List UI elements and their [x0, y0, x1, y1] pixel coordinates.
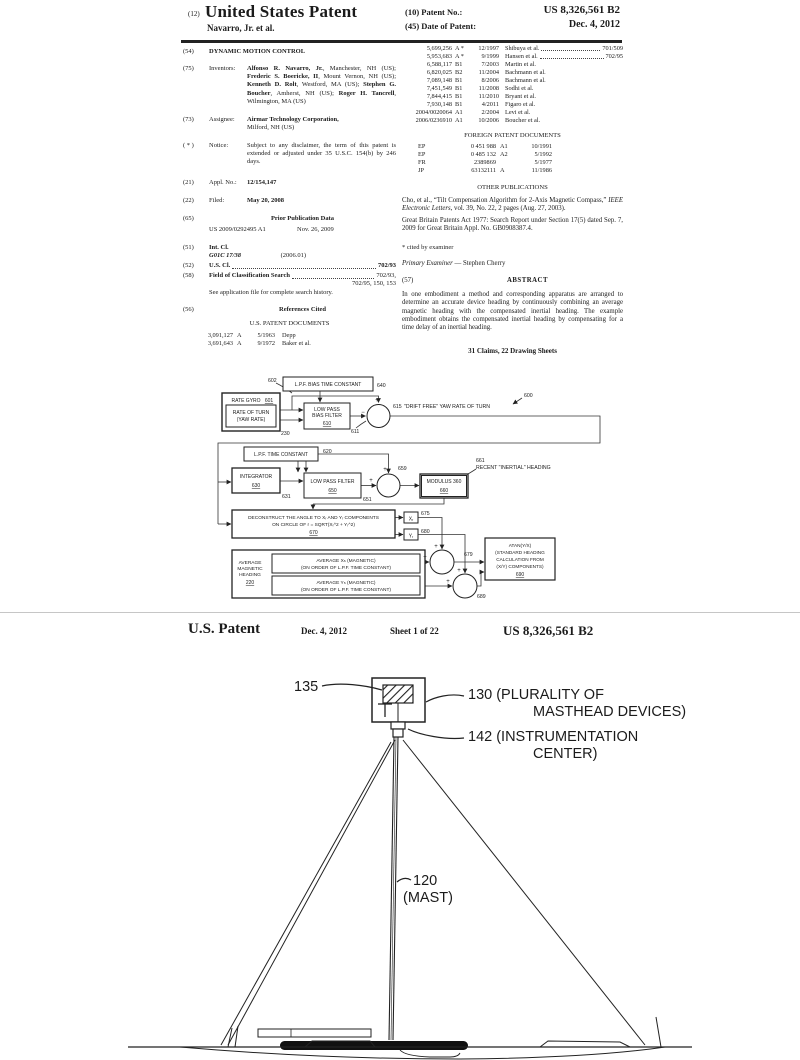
label-130: 130 (PLURALITY OF: [468, 687, 604, 703]
ref-601: 601: [264, 398, 274, 404]
int-cl-version: (2006.01): [280, 252, 307, 259]
ref-659: 659: [398, 466, 407, 472]
svg-text:+: +: [383, 467, 387, 473]
publication-item: Cho, et al., “Tilt Compensation Algorithm for 2-Axis Magnetic Compass,” IEEE Electronic Letters, vol. 39, No. 22, 2 pages (Aug. 27, 2003).: [402, 196, 623, 212]
primary-examiner: Primary Examiner — Stephen Cherry: [402, 259, 506, 267]
field-51-num: (51): [183, 243, 194, 251]
rate-gyro-label: RATE GYRO: [231, 398, 261, 404]
filed-date: May 20, 2008: [247, 196, 285, 204]
assignee-label: Assignee:: [209, 115, 235, 123]
foreign-docs-table: [402, 143, 623, 176]
field-75: [183, 65, 396, 106]
svg-text:LOW PASS: LOW PASS: [314, 407, 340, 413]
assignee-loc: Milford, NH (US): [247, 123, 295, 131]
field-52-num: (52): [183, 262, 194, 270]
citations-column: [402, 45, 623, 355]
appl-no: 12/154,147: [247, 179, 277, 187]
dot-leader: [541, 45, 600, 51]
field-52: [183, 262, 396, 270]
us-references-table: [402, 45, 623, 125]
inventor-loc: , Westford, MA (US);: [296, 81, 364, 89]
ref-615: 615: [393, 404, 402, 410]
ref-230: 230: [281, 431, 290, 437]
assignee-name: Airmar Technology Corporation,: [247, 115, 339, 123]
svg-text:+: +: [375, 398, 379, 404]
svg-text:HEADING: HEADING: [239, 573, 261, 578]
reference-row: 7,089,148 B1 8/2006 Bachmann et al.: [426, 76, 546, 84]
ref-600: 600: [524, 393, 533, 399]
patent-date: Dec. 4, 2012: [568, 19, 620, 30]
svg-text:RATE OF TURN: RATE OF TURN: [232, 410, 270, 416]
invention-title: DYNAMIC MOTION CONTROL: [209, 48, 306, 55]
foreign-docs-heading: FOREIGN PATENT DOCUMENTS: [464, 131, 561, 139]
inventor-name: Frederic S. Boericke, II: [247, 73, 319, 81]
svg-text:MASTHEAD DEVICES): MASTHEAD DEVICES): [533, 704, 687, 720]
field-51: [183, 244, 396, 260]
filed-label: Filed:: [209, 196, 225, 204]
lpf-time-box-label: L.P.F. TIME CONSTANT: [254, 452, 308, 458]
field-65: [183, 215, 396, 223]
inventor-name: Roger H. Tancrell: [338, 89, 395, 97]
ref-680: 680: [421, 529, 430, 535]
field-21: [183, 179, 396, 187]
inventor-byline: Navarro, Jr. et al.: [207, 23, 275, 33]
inventor-loc: , Amherst, NH (US);: [270, 89, 339, 97]
ref-640: 640: [377, 383, 386, 389]
svg-text:CENTER): CENTER): [533, 746, 598, 762]
field-73-num: (73): [183, 115, 194, 123]
reference-row: 7,844,415 B1 11/2010 Bryant et al.: [426, 92, 536, 100]
lpf-bias-box-label: L.P.F. BIAS TIME CONSTANT: [294, 382, 362, 388]
field-54: [183, 48, 396, 56]
us-cl-label: U.S. Cl.: [209, 262, 231, 270]
svg-text:(ON ORDER OF L.P.F. TIME CONST: (ON ORDER OF L.P.F. TIME CONSTANT): [300, 566, 392, 571]
field-65-num: (65): [183, 214, 194, 222]
inventor-loc: , Wilmington, MA (US): [247, 89, 396, 105]
reference-row: 6,588,117 B1 7/2003 Martin et al.: [427, 60, 536, 68]
field-22-num: (22): [183, 196, 194, 204]
us-patent-docs-heading: U.S. PATENT DOCUMENTS: [249, 319, 330, 327]
kind-code: (12): [188, 10, 200, 18]
ref-670: 670: [309, 530, 318, 536]
field-75-num: (75): [183, 65, 194, 73]
ref-220: 220: [245, 580, 255, 586]
reference-row: 3,691,643 A 9/1972 Baker et al.: [207, 339, 311, 347]
reference-row: 2006/0236910 A1 10/2006 Boucher et al.: [415, 116, 541, 124]
appl-no-label: Appl. No.:: [209, 179, 237, 187]
ref-620: 620: [323, 449, 332, 455]
patent-no-label: (10) Patent No.:: [405, 7, 463, 17]
svg-text:ATAN(Y/X): ATAN(Y/X): [508, 543, 532, 548]
field-search-v2: 702/95, 150, 153: [351, 280, 396, 288]
publication-item: Great Britain Patents Act 1977: Search Report under Section 17(5) dated Sep. 7, 2009 for Great Britain Appl. No. GB0908387.4.: [402, 216, 623, 232]
reference-row: 6,820,025 B2 11/2004 Bachmann et al.: [426, 68, 546, 76]
svg-text:+: +: [369, 478, 373, 484]
field-21-num: (21): [183, 179, 194, 187]
header-rule: [181, 40, 622, 43]
lower-spar: [258, 1029, 371, 1037]
ref-630: 630: [251, 483, 261, 489]
field-56-num: (56): [183, 305, 194, 313]
inventors-text: [247, 65, 396, 106]
ref-661: 661: [476, 458, 485, 464]
xr-box-label: Xᵣ: [408, 516, 414, 523]
prior-pub-row: [183, 226, 396, 234]
reference-row: 7,930,148 B1 4/2011 Figaro et al.: [426, 100, 536, 108]
field-22: [183, 197, 396, 205]
label-142: 142 (INSTRUMENTATION: [468, 729, 639, 745]
inventor-loc: , Mount Vernon, NH (US);: [318, 73, 397, 81]
references-cited-heading: References Cited: [279, 305, 326, 313]
field-58: [183, 272, 396, 296]
inventors-label: Inventors:: [209, 65, 236, 73]
field-56: [183, 306, 396, 314]
abstract-heading-row: [402, 277, 623, 285]
label-135: 135: [294, 679, 319, 695]
field-search-label: Field of Classification Search: [209, 272, 290, 280]
svg-text:(ON ORDER OF L.P.F. TIME CONST: (ON ORDER OF L.P.F. TIME CONSTANT): [300, 588, 392, 593]
prior-pub-no: US 2009/0292495 A1: [209, 225, 266, 233]
ref-650: 650: [328, 488, 337, 494]
svg-text:AVERAGE: AVERAGE: [238, 561, 262, 566]
field-73: [183, 116, 396, 132]
reference-row: EP 0 485 132 A2 5/1992: [418, 151, 552, 159]
reference-row: 5,699,256 A * 12/1997 Shibuya et al. 701/509: [426, 45, 623, 52]
modulus-label: MODULUS 360: [426, 479, 462, 485]
us-cl-value: 702/93: [377, 262, 396, 270]
ref-660: 660: [439, 488, 449, 494]
dot-leader: [292, 278, 374, 279]
masthead-device: [383, 685, 413, 703]
ref-689: 689: [477, 594, 486, 600]
sheet-patent-number: US 8,326,561 B2: [503, 623, 594, 638]
ref-611: 611: [351, 429, 360, 435]
sheet-header-date: Dec. 4, 2012: [301, 626, 347, 636]
reference-row: 2004/0020064 A1 2/2004 Levi et al.: [415, 108, 531, 116]
reference-row: JP 63132111 A 11/1986: [418, 167, 552, 175]
yr-box-label: Yᵣ: [408, 533, 414, 540]
prior-pub-heading: Prior Publication Data: [270, 214, 335, 222]
svg-text:CALCULATION FROM: CALCULATION FROM: [496, 557, 544, 562]
block-diagram: [180, 372, 625, 612]
svg-text:AVERAGE Xₕ (MAGNETIC): AVERAGE Xₕ (MAGNETIC): [316, 559, 376, 564]
assignee-text: [247, 116, 396, 132]
other-pubs-heading: OTHER PUBLICATIONS: [477, 183, 548, 191]
ref-610: 610: [322, 421, 332, 427]
deconstruct-line2: ON CIRCLE OF r = SQRT(Xᵣ^2 + Yᵣ^2): [272, 523, 355, 528]
field-54-num: (54): [183, 48, 194, 55]
reference-row: EP 0 451 988 A1 10/1991: [418, 142, 552, 150]
reference-row: 3,091,127 A 5/1963 Depp: [207, 331, 296, 339]
svg-text:+: +: [423, 555, 427, 561]
svg-text:BIAS FILTER: BIAS FILTER: [312, 413, 342, 419]
field-search-note: See application file for complete search history.: [209, 288, 333, 296]
svg-text:+: +: [457, 568, 461, 574]
reference-row: FR 2389869 5/1977: [418, 159, 552, 167]
masthead-assembly: [372, 678, 425, 737]
inventor-loc: , Manchester, NH (US);: [322, 65, 396, 73]
abstract-text: In one embodiment a method and corresponding apparatus are arranged to determine an accurate device heading by continuously combining an average magnetic heading with the compensated inertial heading. The example embodiment obtains the compensated inertial heading by compensating for a time delay of an inertial heading.: [402, 291, 623, 332]
int-cl-label: Int. Cl.: [209, 243, 229, 251]
dot-leader: [232, 268, 376, 269]
dot-leader: [540, 53, 604, 59]
recent-inertial-annotation: RECENT "INERTIAL" HEADING: [476, 465, 551, 471]
forestay: [228, 740, 395, 1045]
notice-text: Subject to any disclaimer, the term of this patent is extended or adjusted under 35 U.S.C. 154(b) by 246 days.: [247, 142, 396, 166]
field-58-num: (58): [183, 272, 194, 280]
ref-651: 651: [363, 497, 372, 503]
ref-675: 675: [421, 511, 430, 517]
svg-text:(YAW RATE): (YAW RATE): [236, 417, 266, 423]
label-120: 120: [413, 873, 438, 889]
drift-free-annotation: "DRIFT FREE" YAW RATE OF TURN: [404, 404, 491, 410]
low-pass-filter-label: LOW PASS FILTER: [310, 479, 355, 485]
inventor-name: Stephen G. Boucher: [247, 81, 396, 97]
figure-labels: [294, 679, 686, 906]
patent-number: US 8,326,561 B2: [543, 4, 620, 16]
notice-num: ( * ): [183, 142, 194, 149]
reference-row: 7,451,549 B1 11/2008 Sodhi et al.: [426, 84, 534, 92]
deconstruct-line1: DECONSTRUCT THE ANGLE TO Xᵣ AND Yᵣ COMPONENTS: [248, 516, 379, 521]
prior-pub-date: Nov. 26, 2009: [297, 225, 334, 233]
svg-text:(STANDARD HEADING: (STANDARD HEADING: [495, 550, 545, 555]
svg-text:(MAST): (MAST): [403, 890, 453, 906]
claims-line: 31 Claims, 22 Drawing Sheets: [468, 347, 557, 356]
us-patent-docs-left: [183, 332, 396, 348]
mast-fitting: [391, 722, 405, 729]
ref-690: 690: [515, 572, 525, 578]
hull-and-booms: [128, 1026, 692, 1059]
notice-label: Notice:: [209, 142, 229, 149]
patent-office-title: United States Patent: [205, 2, 358, 21]
field-57-num: (57): [402, 276, 414, 284]
svg-text:MAGNETIC: MAGNETIC: [237, 567, 263, 572]
field-search-v1: 702/93,: [376, 272, 396, 280]
svg-text:AVERAGE Yₕ (MAGNETIC): AVERAGE Yₕ (MAGNETIC): [316, 581, 376, 586]
field-notice: [183, 142, 396, 166]
inventor-name: Alfonso R. Navarro, Jr.: [247, 65, 323, 73]
svg-text:−: −: [361, 410, 365, 416]
reference-row: 5,953,683 A * 9/1999 Hansen et al. 702/95: [426, 52, 623, 60]
ref-631: 631: [282, 494, 291, 500]
svg-text:+: +: [434, 544, 438, 550]
sheet-header-title: U.S. Patent: [188, 621, 261, 637]
svg-text:(X/Y) COMPONENTS): (X/Y) COMPONENTS): [496, 564, 544, 569]
abstract-heading: ABSTRACT: [506, 276, 548, 284]
integrator-label: INTEGRATOR: [239, 474, 273, 480]
ref-602: 602: [268, 378, 277, 384]
int-cl-class: G01C 17/38: [209, 252, 241, 259]
sailboat-figure: [120, 655, 700, 1060]
cited-by-examiner: * cited by examiner: [402, 243, 454, 251]
page-divider: [0, 612, 800, 613]
svg-text:+: +: [446, 579, 450, 585]
patent-date-label: (45) Date of Patent:: [405, 21, 477, 31]
inventor-name: Kenneth D. Rolt: [247, 81, 297, 89]
bibliographic-column: [183, 48, 396, 348]
sheet-number: Sheet 1 of 22: [390, 626, 439, 636]
ref-679: 679: [464, 552, 473, 558]
